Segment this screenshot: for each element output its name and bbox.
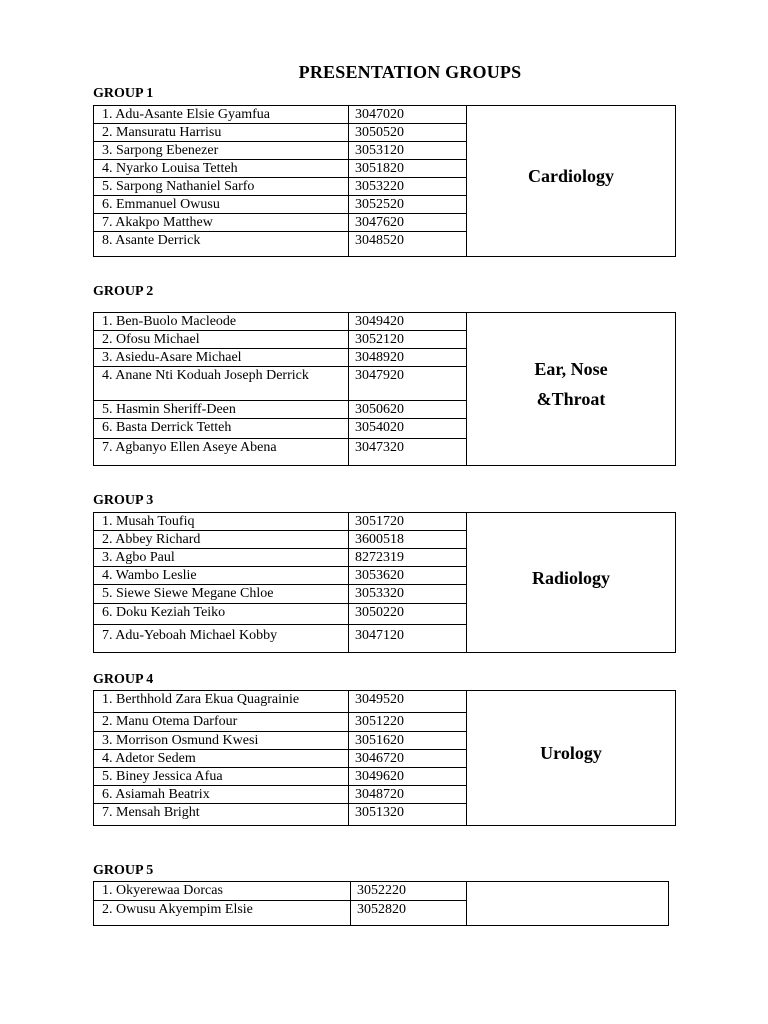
member-id: 8272319 xyxy=(349,549,467,567)
table-row xyxy=(94,313,676,331)
member-id: 3052120 xyxy=(349,331,467,349)
member-name: 5. Siewe Siewe Megane Chloe xyxy=(94,585,349,604)
member-name: 6. Emmanuel Owusu xyxy=(94,196,349,214)
member-name: 1. Okyerewaa Dorcas xyxy=(94,882,351,901)
member-id: 3051620 xyxy=(349,732,467,750)
member-name: 8. Asante Derrick xyxy=(94,232,349,257)
member-id: 3049620 xyxy=(349,768,467,786)
member-id: 3049520 xyxy=(349,691,467,713)
member-id: 3052520 xyxy=(349,196,467,214)
table-row xyxy=(94,513,676,531)
member-id: 3053320 xyxy=(349,585,467,604)
member-name: 4. Wambo Leslie xyxy=(94,567,349,585)
member-name: 6. Asiamah Beatrix xyxy=(94,786,349,804)
page-title: PRESENTATION GROUPS xyxy=(298,62,522,82)
member-name: 3. Morrison Osmund Kwesi xyxy=(94,732,349,750)
member-id: 3600518 xyxy=(349,531,467,549)
member-name: 7. Mensah Bright xyxy=(94,804,349,826)
member-name: 7. Adu-Yeboah Michael Kobby xyxy=(94,625,349,653)
member-name: 1. Adu-Asante Elsie Gyamfua xyxy=(94,106,349,124)
member-id: 3047020 xyxy=(349,106,467,124)
group-4-table xyxy=(93,690,676,826)
member-name: 2. Owusu Akyempim Elsie xyxy=(94,901,351,926)
member-name: 6. Basta Derrick Tetteh xyxy=(94,419,349,439)
member-id: 3047920 xyxy=(349,367,467,401)
table-row xyxy=(94,106,676,124)
member-id: 3046720 xyxy=(349,750,467,768)
member-name: 2. Ofosu Michael xyxy=(94,331,349,349)
member-id: 3052820 xyxy=(351,901,467,926)
member-id: 3053220 xyxy=(349,178,467,196)
member-id: 3054020 xyxy=(349,419,467,439)
department-cell xyxy=(467,106,676,257)
member-name: 4. Nyarko Louisa Tetteh xyxy=(94,160,349,178)
member-name: 7. Agbanyo Ellen Aseye Abena xyxy=(94,439,349,466)
member-id: 3053120 xyxy=(349,142,467,160)
table-row xyxy=(94,691,676,713)
group-3-label: GROUP 3 xyxy=(93,493,154,508)
department-name: Radiology xyxy=(531,567,610,588)
member-id: 3049420 xyxy=(349,313,467,331)
department-name-line2: &Throat xyxy=(536,389,606,409)
member-id: 3048720 xyxy=(349,786,467,804)
member-name: 2. Manu Otema Darfour xyxy=(94,713,349,732)
member-name: 1. Ben-Buolo Macleode xyxy=(94,313,349,331)
member-id: 3051820 xyxy=(349,160,467,178)
member-id: 3050220 xyxy=(349,604,467,625)
member-name: 7. Akakpo Matthew xyxy=(94,214,349,232)
group-1-label: GROUP 1 xyxy=(93,86,154,101)
member-name: 6. Doku Keziah Teiko xyxy=(94,604,349,625)
member-name: 5. Biney Jessica Afua xyxy=(94,768,349,786)
department-name: Cardiology xyxy=(527,166,614,186)
department-cell xyxy=(467,691,676,826)
member-id: 3048520 xyxy=(349,232,467,257)
member-id: 3050520 xyxy=(349,124,467,142)
department-cell xyxy=(467,313,676,466)
member-name: 5. Hasmin Sheriff-Deen xyxy=(94,401,349,419)
member-name: 4. Adetor Sedem xyxy=(94,750,349,768)
group-5-label: GROUP 5 xyxy=(93,863,154,878)
member-name: 2. Mansuratu Harrisu xyxy=(94,124,349,142)
group-2-table xyxy=(93,312,676,466)
member-name: 3. Agbo Paul xyxy=(94,549,349,567)
member-id: 3051320 xyxy=(349,804,467,826)
group-4-label: GROUP 4 xyxy=(93,672,154,687)
member-name: 5. Sarpong Nathaniel Sarfo xyxy=(94,178,349,196)
group-5-table xyxy=(93,881,669,926)
group-2-label: GROUP 2 xyxy=(93,284,154,299)
member-id: 3047320 xyxy=(349,439,467,466)
member-name: 3. Asiedu-Asare Michael xyxy=(94,349,349,367)
member-id: 3048920 xyxy=(349,349,467,367)
member-id: 3051720 xyxy=(349,513,467,531)
member-name: 1. Musah Toufiq xyxy=(94,513,349,531)
department-cell xyxy=(467,882,669,926)
member-id: 3047120 xyxy=(349,625,467,653)
member-id: 3047620 xyxy=(349,214,467,232)
member-id: 3053620 xyxy=(349,567,467,585)
table-row xyxy=(94,882,669,901)
member-name: 1. Berthhold Zara Ekua Quagrainie xyxy=(94,691,349,713)
member-id: 3052220 xyxy=(351,882,467,901)
department-name-line1: Ear, Nose xyxy=(534,359,608,379)
department-cell xyxy=(467,513,676,653)
department-name: Urology xyxy=(540,743,602,763)
member-name: 3. Sarpong Ebenezer xyxy=(94,142,349,160)
member-name: 2. Abbey Richard xyxy=(94,531,349,549)
group-3-table xyxy=(93,512,676,653)
group-1-table xyxy=(93,105,676,257)
member-id: 3050620 xyxy=(349,401,467,419)
member-id: 3051220 xyxy=(349,713,467,732)
member-name: 4. Anane Nti Koduah Joseph Derrick xyxy=(94,367,349,401)
